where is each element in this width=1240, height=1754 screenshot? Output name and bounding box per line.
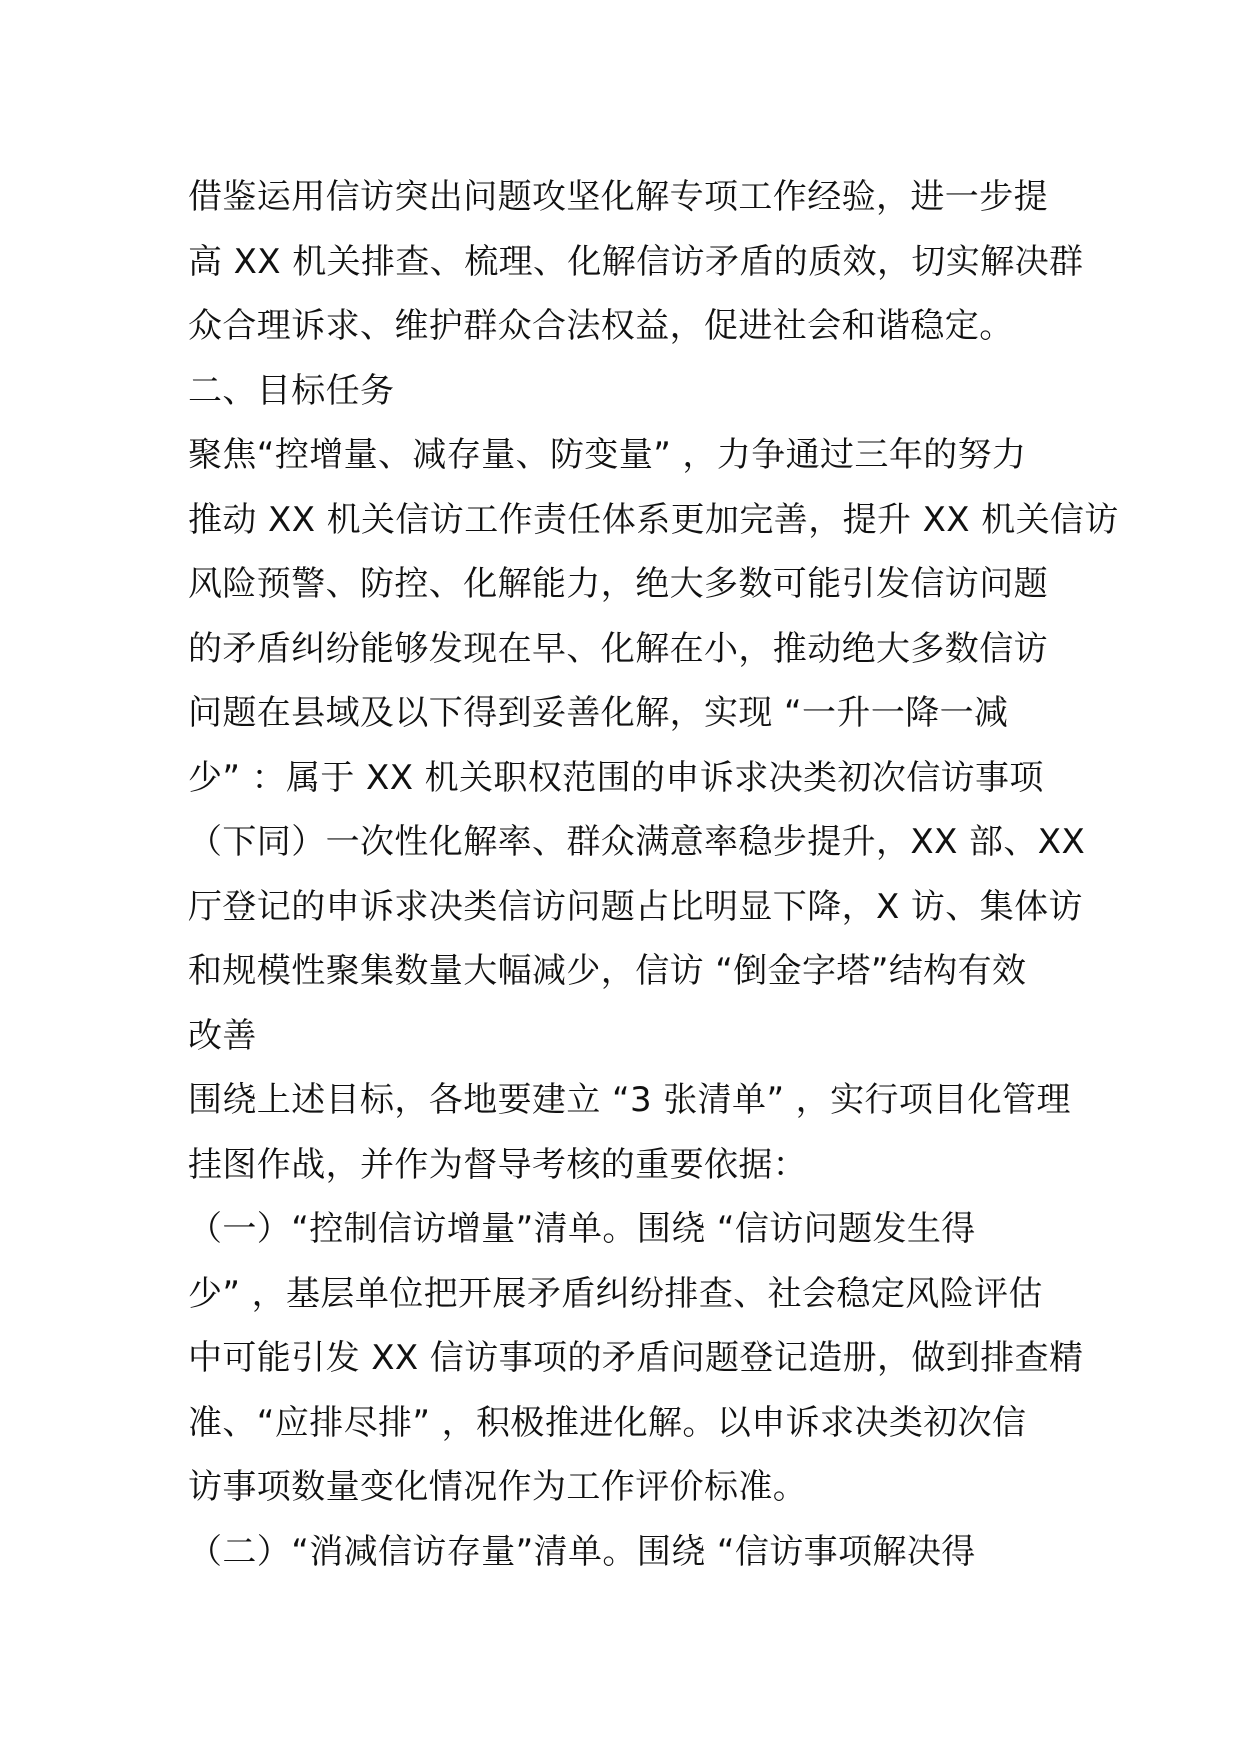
text-line: 挂图作战，并作为督导考核的重要依据：: [188, 1144, 808, 1185]
text-line: 少” ：属于 XX 机关职权范围的申诉求决类初次信访事项: [188, 757, 1044, 798]
body-text: [188, 165, 1119, 1584]
text-line: 的矛盾纠纷能够发现在早、化解在小，推动绝大多数信访: [188, 628, 1048, 669]
text-line: 少” ，基层单位把开展矛盾纠纷排查、社会稳定风险评估: [188, 1273, 1043, 1314]
text-line: 访事项数量变化情况作为工作评价标准。: [188, 1467, 808, 1507]
list-item-heading: （二）“消减信访存量”清单。围绕 “信访事项解决得: [188, 1531, 976, 1572]
text-line: 聚焦“控增量、减存量、防变量” ，力争通过三年的努力: [188, 435, 1027, 475]
text-line: 众合理诉求、维护群众合法权益，促进社会和谐稳定。: [188, 306, 1014, 346]
text-line: 高 XX 机关排查、梳理、化解信访矛盾的质效，切实解决群: [188, 241, 1084, 282]
text-line: 和规模性聚集数量大幅减少，信访 “倒金字塔”结构有效: [188, 951, 1027, 991]
list-item-heading: （一）“控制信访增量”清单。围绕 “信访问题发生得: [188, 1209, 976, 1249]
text-line: 风险预警、防控、化解能力，绝大多数可能引发信访问题: [188, 564, 1048, 604]
text-line: 准、“应排尽排” ，积极推进化解。以申诉求决类初次信: [188, 1402, 1027, 1443]
section-heading: 二、目标任务: [188, 370, 395, 411]
text-line: 围绕上述目标，各地要建立 “3 张清单” ，实行项目化管理: [188, 1080, 1071, 1120]
text-line: 推动 XX 机关信访工作责任体系更加完善，提升 XX 机关信访: [188, 499, 1119, 540]
text-line: （下同）一次性化解率、群众满意率稳步提升，XX 部、XX: [188, 822, 1086, 862]
text-line: 改善: [188, 1015, 257, 1056]
text-line: 借鉴运用信访突出问题攻坚化解专项工作经验，进一步提: [188, 177, 1048, 217]
text-line: 厅登记的申诉求决类信访问题占比明显下降，X 访、集体访: [188, 886, 1083, 927]
text-line: 中可能引发 XX 信访事项的矛盾问题登记造册，做到排查精: [188, 1338, 1084, 1378]
text-line: 问题在县域及以下得到妥善化解，实现 “一升一降一减: [188, 693, 1009, 733]
